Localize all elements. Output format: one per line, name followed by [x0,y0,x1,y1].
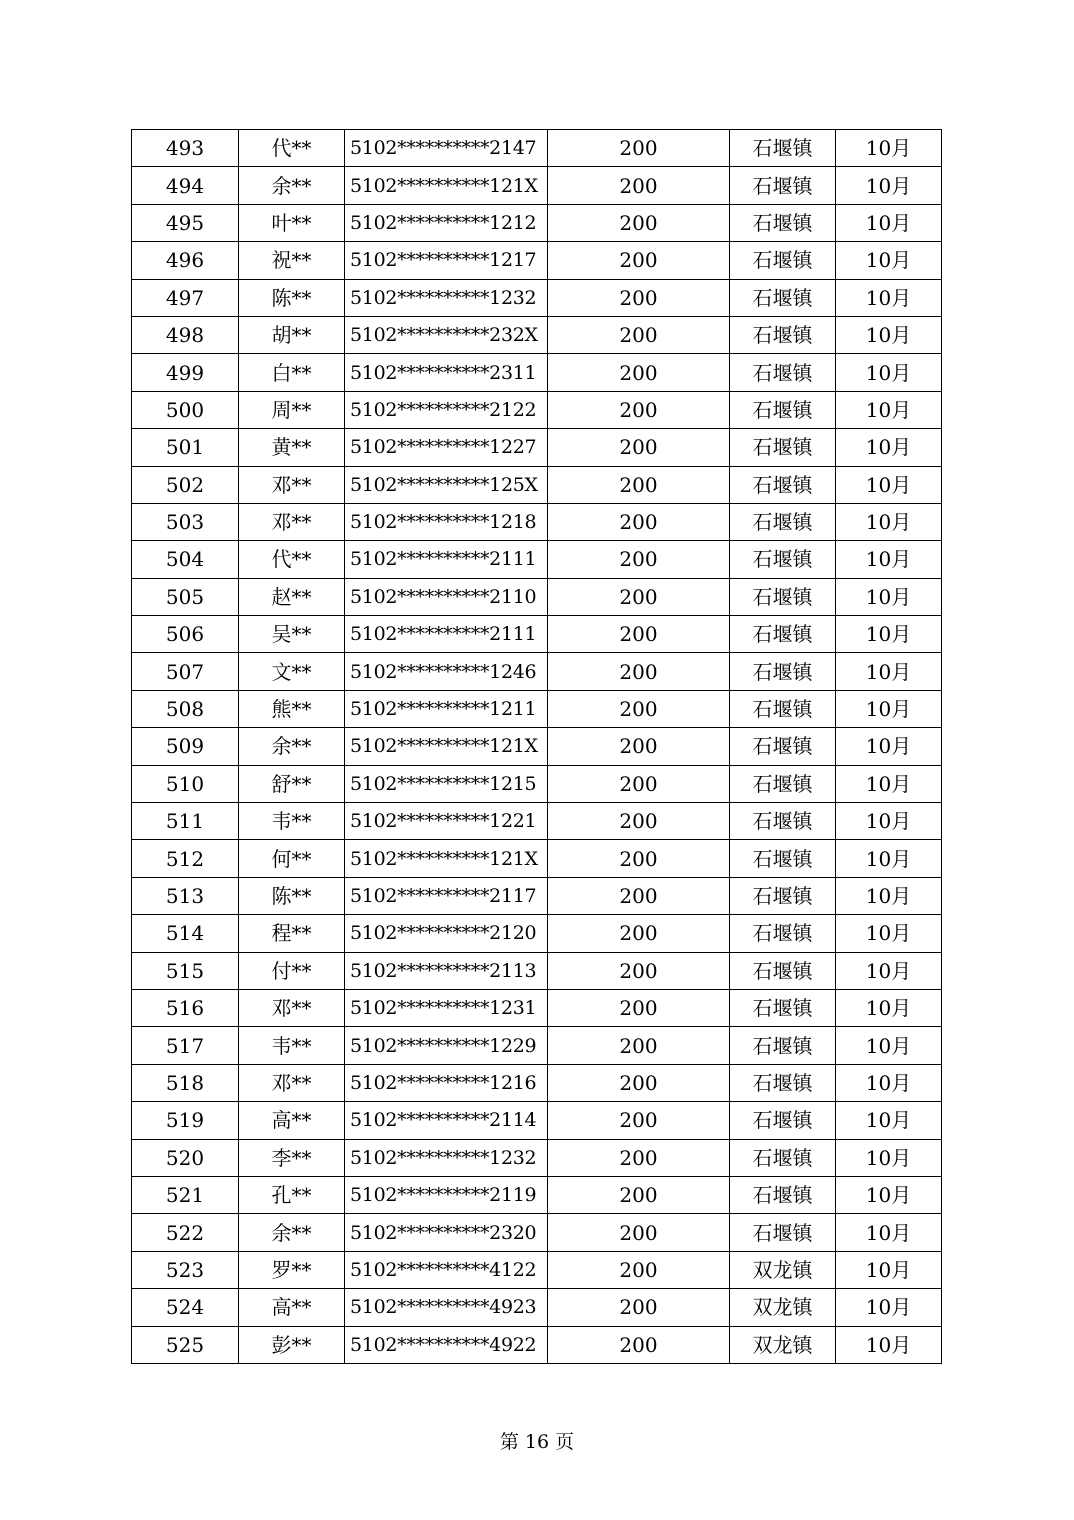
cell-town: 石堰镇 [730,204,836,241]
cell-town: 石堰镇 [730,1102,836,1139]
cell-serial-number: 518 [132,1064,239,1101]
table-row [132,354,942,391]
cell-serial-number: 512 [132,840,239,877]
cell-town: 石堰镇 [730,1176,836,1213]
cell-serial-number: 525 [132,1326,239,1363]
cell-town: 石堰镇 [730,167,836,204]
cell-id-number: 5102**********1212 [345,204,548,241]
cell-month: 10月 [836,690,942,727]
cell-serial-number: 522 [132,1214,239,1251]
cell-month: 10月 [836,989,942,1026]
cell-town: 双龙镇 [730,1289,836,1326]
cell-serial-number: 497 [132,279,239,316]
cell-town: 石堰镇 [730,1027,836,1064]
cell-serial-number: 507 [132,653,239,690]
cell-serial-number: 501 [132,429,239,466]
cell-name: 邓** [239,1064,345,1101]
cell-month: 10月 [836,616,942,653]
cell-id-number: 5102**********2117 [345,877,548,914]
cell-amount: 200 [548,915,730,952]
cell-town: 石堰镇 [730,1139,836,1176]
cell-serial-number: 495 [132,204,239,241]
cell-month: 10月 [836,877,942,914]
table-row [132,503,942,540]
cell-name: 余** [239,167,345,204]
cell-amount: 200 [548,242,730,279]
cell-month: 10月 [836,915,942,952]
cell-id-number: 5102**********2113 [345,952,548,989]
table-row [132,616,942,653]
cell-month: 10月 [836,1176,942,1213]
cell-amount: 200 [548,466,730,503]
cell-name: 邓** [239,466,345,503]
roster-table [131,129,942,1364]
cell-month: 10月 [836,1139,942,1176]
cell-town: 石堰镇 [730,765,836,802]
table-row [132,167,942,204]
cell-month: 10月 [836,354,942,391]
cell-serial-number: 499 [132,354,239,391]
cell-town: 石堰镇 [730,279,836,316]
cell-id-number: 5102**********1229 [345,1027,548,1064]
table-row [132,316,942,353]
cell-serial-number: 510 [132,765,239,802]
cell-id-number: 5102**********125X [345,466,548,503]
cell-town: 石堰镇 [730,242,836,279]
cell-amount: 200 [548,391,730,428]
cell-town: 石堰镇 [730,503,836,540]
cell-month: 10月 [836,728,942,765]
table-row [132,1027,942,1064]
cell-serial-number: 514 [132,915,239,952]
table-row [132,915,942,952]
cell-serial-number: 513 [132,877,239,914]
cell-town: 石堰镇 [730,316,836,353]
cell-amount: 200 [548,653,730,690]
cell-name: 韦** [239,1027,345,1064]
cell-amount: 200 [548,1289,730,1326]
cell-amount: 200 [548,354,730,391]
cell-town: 石堰镇 [730,429,836,466]
cell-name: 祝** [239,242,345,279]
table-row [132,130,942,167]
table-row [132,653,942,690]
table-row [132,728,942,765]
cell-id-number: 5102**********2320 [345,1214,548,1251]
cell-id-number: 5102**********1218 [345,503,548,540]
cell-amount: 200 [548,803,730,840]
cell-amount: 200 [548,690,730,727]
table-row [132,690,942,727]
cell-id-number: 5102**********4923 [345,1289,548,1326]
cell-name: 高** [239,1102,345,1139]
cell-serial-number: 504 [132,541,239,578]
table-row [132,466,942,503]
cell-town: 双龙镇 [730,1326,836,1363]
cell-id-number: 5102**********1215 [345,765,548,802]
cell-id-number: 5102**********4922 [345,1326,548,1363]
cell-id-number: 5102**********232X [345,316,548,353]
table-row [132,1251,942,1288]
cell-amount: 200 [548,578,730,615]
cell-name: 邓** [239,989,345,1026]
cell-month: 10月 [836,279,942,316]
cell-amount: 200 [548,765,730,802]
cell-name: 陈** [239,877,345,914]
cell-month: 10月 [836,541,942,578]
cell-amount: 200 [548,279,730,316]
cell-town: 石堰镇 [730,915,836,952]
cell-town: 石堰镇 [730,466,836,503]
cell-month: 10月 [836,1214,942,1251]
table-row [132,1139,942,1176]
cell-serial-number: 493 [132,130,239,167]
cell-town: 石堰镇 [730,578,836,615]
cell-serial-number: 494 [132,167,239,204]
cell-serial-number: 519 [132,1102,239,1139]
cell-name: 舒** [239,765,345,802]
cell-month: 10月 [836,1289,942,1326]
cell-serial-number: 508 [132,690,239,727]
cell-name: 周** [239,391,345,428]
cell-serial-number: 524 [132,1289,239,1326]
cell-amount: 200 [548,429,730,466]
cell-month: 10月 [836,1027,942,1064]
cell-amount: 200 [548,1251,730,1288]
cell-id-number: 5102**********121X [345,840,548,877]
cell-amount: 200 [548,1326,730,1363]
cell-month: 10月 [836,204,942,241]
table-row [132,840,942,877]
cell-serial-number: 509 [132,728,239,765]
cell-month: 10月 [836,1064,942,1101]
cell-id-number: 5102**********2111 [345,541,548,578]
cell-id-number: 5102**********2120 [345,915,548,952]
cell-serial-number: 521 [132,1176,239,1213]
cell-amount: 200 [548,840,730,877]
cell-town: 石堰镇 [730,130,836,167]
table-row [132,765,942,802]
cell-town: 石堰镇 [730,541,836,578]
cell-name: 陈** [239,279,345,316]
cell-serial-number: 520 [132,1139,239,1176]
table-row [132,242,942,279]
cell-id-number: 5102**********1231 [345,989,548,1026]
cell-name: 何** [239,840,345,877]
cell-amount: 200 [548,1176,730,1213]
cell-name: 吴** [239,616,345,653]
cell-month: 10月 [836,167,942,204]
cell-name: 付** [239,952,345,989]
cell-name: 余** [239,728,345,765]
table-row [132,1102,942,1139]
table-row [132,204,942,241]
cell-amount: 200 [548,541,730,578]
table-row [132,952,942,989]
cell-id-number: 5102**********1227 [345,429,548,466]
cell-month: 10月 [836,952,942,989]
cell-month: 10月 [836,466,942,503]
cell-id-number: 5102**********1211 [345,690,548,727]
cell-id-number: 5102**********2147 [345,130,548,167]
cell-serial-number: 511 [132,803,239,840]
cell-month: 10月 [836,316,942,353]
cell-name: 程** [239,915,345,952]
cell-name: 李** [239,1139,345,1176]
cell-month: 10月 [836,765,942,802]
cell-name: 代** [239,130,345,167]
cell-month: 10月 [836,503,942,540]
cell-serial-number: 498 [132,316,239,353]
cell-name: 熊** [239,690,345,727]
cell-serial-number: 506 [132,616,239,653]
cell-name: 彭** [239,1326,345,1363]
cell-id-number: 5102**********1232 [345,1139,548,1176]
cell-town: 石堰镇 [730,354,836,391]
cell-name: 孔** [239,1176,345,1213]
cell-town: 石堰镇 [730,616,836,653]
cell-serial-number: 515 [132,952,239,989]
cell-name: 文** [239,653,345,690]
cell-serial-number: 502 [132,466,239,503]
cell-serial-number: 523 [132,1251,239,1288]
cell-id-number: 5102**********1217 [345,242,548,279]
cell-name: 余** [239,1214,345,1251]
cell-name: 黄** [239,429,345,466]
cell-town: 石堰镇 [730,1064,836,1101]
cell-id-number: 5102**********2119 [345,1176,548,1213]
cell-town: 石堰镇 [730,803,836,840]
cell-serial-number: 505 [132,578,239,615]
cell-amount: 200 [548,1027,730,1064]
cell-amount: 200 [548,1064,730,1101]
cell-town: 石堰镇 [730,877,836,914]
table-row [132,578,942,615]
cell-amount: 200 [548,616,730,653]
cell-town: 石堰镇 [730,952,836,989]
cell-serial-number: 517 [132,1027,239,1064]
cell-id-number: 5102**********4122 [345,1251,548,1288]
cell-id-number: 5102**********2114 [345,1102,548,1139]
cell-amount: 200 [548,503,730,540]
cell-town: 石堰镇 [730,1214,836,1251]
cell-town: 石堰镇 [730,728,836,765]
cell-name: 白** [239,354,345,391]
cell-id-number: 5102**********2311 [345,354,548,391]
cell-town: 石堰镇 [730,391,836,428]
cell-serial-number: 516 [132,989,239,1026]
cell-amount: 200 [548,1139,730,1176]
cell-serial-number: 503 [132,503,239,540]
cell-name: 赵** [239,578,345,615]
cell-id-number: 5102**********1232 [345,279,548,316]
table-row [132,391,942,428]
cell-amount: 200 [548,204,730,241]
cell-name: 叶** [239,204,345,241]
table-row [132,1326,942,1363]
cell-id-number: 5102**********1216 [345,1064,548,1101]
table-row [132,1214,942,1251]
cell-id-number: 5102**********1221 [345,803,548,840]
cell-month: 10月 [836,242,942,279]
cell-id-number: 5102**********2110 [345,578,548,615]
cell-amount: 200 [548,952,730,989]
cell-month: 10月 [836,1326,942,1363]
roster-table-body [132,130,942,1364]
cell-month: 10月 [836,130,942,167]
cell-month: 10月 [836,429,942,466]
table-row [132,989,942,1026]
cell-amount: 200 [548,316,730,353]
cell-name: 胡** [239,316,345,353]
cell-serial-number: 496 [132,242,239,279]
cell-month: 10月 [836,653,942,690]
page-number: 第 16 页 [499,1431,575,1453]
cell-month: 10月 [836,391,942,428]
table-row [132,1289,942,1326]
table-row [132,877,942,914]
cell-town: 石堰镇 [730,989,836,1026]
cell-month: 10月 [836,1251,942,1288]
table-row [132,541,942,578]
cell-amount: 200 [548,728,730,765]
table-row [132,279,942,316]
cell-town: 石堰镇 [730,653,836,690]
cell-name: 高** [239,1289,345,1326]
table-row [132,1176,942,1213]
cell-name: 罗** [239,1251,345,1288]
cell-amount: 200 [548,167,730,204]
table-row [132,803,942,840]
cell-amount: 200 [548,130,730,167]
cell-town: 石堰镇 [730,840,836,877]
table-row [132,429,942,466]
cell-amount: 200 [548,1214,730,1251]
cell-amount: 200 [548,989,730,1026]
cell-month: 10月 [836,840,942,877]
cell-name: 代** [239,541,345,578]
cell-month: 10月 [836,1102,942,1139]
cell-name: 邓** [239,503,345,540]
cell-month: 10月 [836,578,942,615]
cell-id-number: 5102**********1246 [345,653,548,690]
cell-id-number: 5102**********121X [345,167,548,204]
cell-id-number: 5102**********2122 [345,391,548,428]
cell-amount: 200 [548,1102,730,1139]
cell-serial-number: 500 [132,391,239,428]
cell-month: 10月 [836,803,942,840]
cell-amount: 200 [548,877,730,914]
cell-name: 韦** [239,803,345,840]
cell-id-number: 5102**********2111 [345,616,548,653]
cell-town: 石堰镇 [730,690,836,727]
cell-id-number: 5102**********121X [345,728,548,765]
table-row [132,1064,942,1101]
cell-town: 双龙镇 [730,1251,836,1288]
